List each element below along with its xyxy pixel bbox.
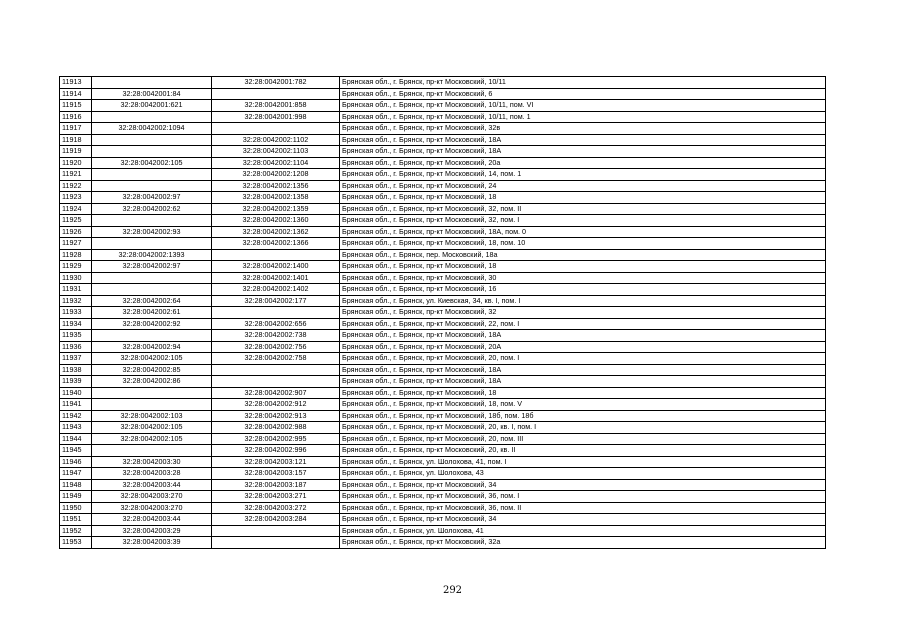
- registry-table: [59, 76, 826, 549]
- address-cell: Брянская обл., г. Брянск, пр-кт Московский, 14, пом. 1: [340, 169, 826, 181]
- object-cadastral-number-cell: 32:28:0042002:907: [212, 387, 340, 399]
- row-number-cell: 11919: [60, 146, 92, 158]
- address-cell: Брянская обл., г. Брянск, ул. Шолохова, 41: [340, 525, 826, 537]
- object-cadastral-number-cell: 32:28:0042002:1104: [212, 157, 340, 169]
- address-cell: Брянская обл., г. Брянск, ул. Киевская, 34, кв. I, пом. I: [340, 295, 826, 307]
- address-cell: Брянская обл., г. Брянск, пр-кт Московский, 18, пом. 10: [340, 238, 826, 250]
- row-number-cell: 11943: [60, 422, 92, 434]
- address-cell: Брянская обл., г. Брянск, пр-кт Московский, 32в: [340, 123, 826, 135]
- row-number-cell: 11932: [60, 295, 92, 307]
- row-number-cell: 11913: [60, 77, 92, 89]
- table-row: [60, 433, 826, 445]
- object-cadastral-number-cell: [212, 249, 340, 261]
- row-number-cell: 11939: [60, 376, 92, 388]
- table-row: [60, 284, 826, 296]
- row-number-cell: 11946: [60, 456, 92, 468]
- table-row: [60, 77, 826, 89]
- cadastral-number-cell: 32:28:0042002:85: [92, 364, 212, 376]
- object-cadastral-number-cell: 32:28:0042002:1359: [212, 203, 340, 215]
- cadastral-number-cell: 32:28:0042003:270: [92, 491, 212, 503]
- table-row: [60, 537, 826, 549]
- address-cell: Брянская обл., г. Брянск, пр-кт Московский, 34: [340, 479, 826, 491]
- object-cadastral-number-cell: 32:28:0042003:284: [212, 514, 340, 526]
- table-row: [60, 479, 826, 491]
- address-cell: Брянская обл., г. Брянск, пр-кт Московский, 10/11, пом. 1: [340, 111, 826, 123]
- address-cell: Брянская обл., г. Брянск, пр-кт Московский, 20, пом. I: [340, 353, 826, 365]
- cadastral-number-cell: 32:28:0042002:103: [92, 410, 212, 422]
- address-cell: Брянская обл., г. Брянск, пер. Московский, 18а: [340, 249, 826, 261]
- address-cell: Брянская обл., г. Брянск, пр-кт Московский, 18А, пом. 0: [340, 226, 826, 238]
- object-cadastral-number-cell: 32:28:0042002:1366: [212, 238, 340, 250]
- row-number-cell: 11950: [60, 502, 92, 514]
- cadastral-number-cell: [92, 169, 212, 181]
- row-number-cell: 11933: [60, 307, 92, 319]
- row-number-cell: 11935: [60, 330, 92, 342]
- row-number-cell: 11922: [60, 180, 92, 192]
- row-number-cell: 11928: [60, 249, 92, 261]
- object-cadastral-number-cell: 32:28:0042002:1360: [212, 215, 340, 227]
- object-cadastral-number-cell: [212, 537, 340, 549]
- row-number-cell: 11949: [60, 491, 92, 503]
- cadastral-number-cell: 32:28:0042002:97: [92, 261, 212, 273]
- row-number-cell: 11931: [60, 284, 92, 296]
- row-number-cell: 11951: [60, 514, 92, 526]
- object-cadastral-number-cell: 32:28:0042003:157: [212, 468, 340, 480]
- address-cell: Брянская обл., г. Брянск, пр-кт Московский, 18А: [340, 376, 826, 388]
- cadastral-number-cell: [92, 134, 212, 146]
- table-row: [60, 180, 826, 192]
- address-cell: Брянская обл., г. Брянск, пр-кт Московский, 10/11, пом. VI: [340, 100, 826, 112]
- cadastral-number-cell: 32:28:0042003:44: [92, 514, 212, 526]
- cadastral-number-cell: [92, 399, 212, 411]
- table-row: [60, 192, 826, 204]
- table-row: [60, 422, 826, 434]
- object-cadastral-number-cell: 32:28:0042002:1103: [212, 146, 340, 158]
- row-number-cell: 11927: [60, 238, 92, 250]
- row-number-cell: 11917: [60, 123, 92, 135]
- row-number-cell: 11921: [60, 169, 92, 181]
- table-row: [60, 134, 826, 146]
- table-row: [60, 318, 826, 330]
- table-row: [60, 146, 826, 158]
- table-row: [60, 100, 826, 112]
- cadastral-number-cell: [92, 180, 212, 192]
- table-row: [60, 261, 826, 273]
- object-cadastral-number-cell: 32:28:0042002:995: [212, 433, 340, 445]
- row-number-cell: 11945: [60, 445, 92, 457]
- cadastral-number-cell: [92, 238, 212, 250]
- row-number-cell: 11942: [60, 410, 92, 422]
- address-cell: Брянская обл., г. Брянск, пр-кт Московский, 20, кв. II: [340, 445, 826, 457]
- table-row: [60, 376, 826, 388]
- object-cadastral-number-cell: 32:28:0042002:1102: [212, 134, 340, 146]
- cadastral-number-cell: 32:28:0042002:61: [92, 307, 212, 319]
- address-cell: Брянская обл., г. Брянск, ул. Шолохова, 41, пом. I: [340, 456, 826, 468]
- row-number-cell: 11948: [60, 479, 92, 491]
- cadastral-number-cell: 32:28:0042003:29: [92, 525, 212, 537]
- cadastral-number-cell: 32:28:0042003:30: [92, 456, 212, 468]
- address-cell: Брянская обл., г. Брянск, пр-кт Московский, 20, кв. I, пом. I: [340, 422, 826, 434]
- address-cell: Брянская обл., г. Брянск, пр-кт Московский, 34: [340, 514, 826, 526]
- cadastral-number-cell: 32:28:0042003:28: [92, 468, 212, 480]
- table-row: [60, 387, 826, 399]
- row-number-cell: 11937: [60, 353, 92, 365]
- object-cadastral-number-cell: 32:28:0042002:177: [212, 295, 340, 307]
- row-number-cell: 11940: [60, 387, 92, 399]
- row-number-cell: 11944: [60, 433, 92, 445]
- row-number-cell: 11916: [60, 111, 92, 123]
- object-cadastral-number-cell: 32:28:0042001:782: [212, 77, 340, 89]
- cadastral-number-cell: 32:28:0042002:105: [92, 433, 212, 445]
- address-cell: Брянская обл., г. Брянск, пр-кт Московский, 20А: [340, 341, 826, 353]
- address-cell: Брянская обл., г. Брянск, пр-кт Московский, 16: [340, 284, 826, 296]
- object-cadastral-number-cell: 32:28:0042002:988: [212, 422, 340, 434]
- cadastral-number-cell: [92, 215, 212, 227]
- table-row: [60, 215, 826, 227]
- object-cadastral-number-cell: 32:28:0042003:187: [212, 479, 340, 491]
- cadastral-number-cell: [92, 330, 212, 342]
- table-row: [60, 353, 826, 365]
- table-row: [60, 238, 826, 250]
- object-cadastral-number-cell: 32:28:0042002:1362: [212, 226, 340, 238]
- cadastral-number-cell: 32:28:0042002:97: [92, 192, 212, 204]
- table-row: [60, 169, 826, 181]
- cadastral-number-cell: 32:28:0042002:105: [92, 157, 212, 169]
- object-cadastral-number-cell: 32:28:0042002:1402: [212, 284, 340, 296]
- object-cadastral-number-cell: [212, 123, 340, 135]
- row-number-cell: 11941: [60, 399, 92, 411]
- object-cadastral-number-cell: 32:28:0042002:756: [212, 341, 340, 353]
- address-cell: Брянская обл., г. Брянск, пр-кт Московский, 18: [340, 192, 826, 204]
- object-cadastral-number-cell: 32:28:0042002:1358: [212, 192, 340, 204]
- object-cadastral-number-cell: [212, 376, 340, 388]
- cadastral-number-cell: 32:28:0042002:105: [92, 353, 212, 365]
- object-cadastral-number-cell: 32:28:0042002:1400: [212, 261, 340, 273]
- row-number-cell: 11923: [60, 192, 92, 204]
- address-cell: Брянская обл., г. Брянск, пр-кт Московский, 20а: [340, 157, 826, 169]
- object-cadastral-number-cell: 32:28:0042002:1356: [212, 180, 340, 192]
- cadastral-number-cell: 32:28:0042001:84: [92, 88, 212, 100]
- table-row: [60, 341, 826, 353]
- cadastral-number-cell: 32:28:0042001:621: [92, 100, 212, 112]
- table-row: [60, 88, 826, 100]
- object-cadastral-number-cell: 32:28:0042003:271: [212, 491, 340, 503]
- object-cadastral-number-cell: 32:28:0042002:1208: [212, 169, 340, 181]
- table-row: [60, 307, 826, 319]
- row-number-cell: 11929: [60, 261, 92, 273]
- object-cadastral-number-cell: 32:28:0042002:912: [212, 399, 340, 411]
- registry-table-body: [60, 77, 826, 549]
- address-cell: Брянская обл., г. Брянск, пр-кт Московский, 10/11: [340, 77, 826, 89]
- row-number-cell: 11947: [60, 468, 92, 480]
- table-row: [60, 272, 826, 284]
- cadastral-number-cell: 32:28:0042003:39: [92, 537, 212, 549]
- row-number-cell: 11918: [60, 134, 92, 146]
- object-cadastral-number-cell: 32:28:0042002:738: [212, 330, 340, 342]
- row-number-cell: 11953: [60, 537, 92, 549]
- cadastral-number-cell: 32:28:0042002:92: [92, 318, 212, 330]
- cadastral-number-cell: 32:28:0042002:64: [92, 295, 212, 307]
- address-cell: Брянская обл., г. Брянск, пр-кт Московский, 24: [340, 180, 826, 192]
- address-cell: Брянская обл., г. Брянск, пр-кт Московский, 18А: [340, 146, 826, 158]
- address-cell: Брянская обл., г. Брянск, пр-кт Московский, 18А: [340, 134, 826, 146]
- cadastral-number-cell: [92, 272, 212, 284]
- cadastral-number-cell: 32:28:0042002:86: [92, 376, 212, 388]
- address-cell: Брянская обл., г. Брянск, пр-кт Московский, 22, пом. I: [340, 318, 826, 330]
- table-row: [60, 226, 826, 238]
- object-cadastral-number-cell: 32:28:0042002:656: [212, 318, 340, 330]
- table-row: [60, 399, 826, 411]
- table-row: [60, 468, 826, 480]
- cadastral-number-cell: 32:28:0042003:270: [92, 502, 212, 514]
- cadastral-number-cell: 32:28:0042002:94: [92, 341, 212, 353]
- address-cell: Брянская обл., г. Брянск, пр-кт Московский, 18б, пом. 18б: [340, 410, 826, 422]
- cadastral-number-cell: [92, 284, 212, 296]
- cadastral-number-cell: 32:28:0042002:1393: [92, 249, 212, 261]
- table-row: [60, 514, 826, 526]
- row-number-cell: 11930: [60, 272, 92, 284]
- cadastral-number-cell: [92, 77, 212, 89]
- cadastral-number-cell: [92, 445, 212, 457]
- object-cadastral-number-cell: 32:28:0042002:996: [212, 445, 340, 457]
- address-cell: Брянская обл., г. Брянск, ул. Шолохова, 43: [340, 468, 826, 480]
- table-row: [60, 249, 826, 261]
- object-cadastral-number-cell: 32:28:0042002:758: [212, 353, 340, 365]
- row-number-cell: 11925: [60, 215, 92, 227]
- address-cell: Брянская обл., г. Брянск, пр-кт Московский, 30: [340, 272, 826, 284]
- address-cell: Брянская обл., г. Брянск, пр-кт Московский, 32: [340, 307, 826, 319]
- row-number-cell: 11914: [60, 88, 92, 100]
- address-cell: Брянская обл., г. Брянск, пр-кт Московский, 36, пом. I: [340, 491, 826, 503]
- address-cell: Брянская обл., г. Брянск, пр-кт Московский, 18: [340, 387, 826, 399]
- page-number: 292: [442, 585, 463, 596]
- address-cell: Брянская обл., г. Брянск, пр-кт Московский, 20, пом. III: [340, 433, 826, 445]
- address-cell: Брянская обл., г. Брянск, пр-кт Московский, 18А: [340, 330, 826, 342]
- table-row: [60, 364, 826, 376]
- row-number-cell: 11938: [60, 364, 92, 376]
- row-number-cell: 11952: [60, 525, 92, 537]
- object-cadastral-number-cell: 32:28:0042001:858: [212, 100, 340, 112]
- cadastral-number-cell: 32:28:0042003:44: [92, 479, 212, 491]
- row-number-cell: 11934: [60, 318, 92, 330]
- cadastral-number-cell: 32:28:0042002:1094: [92, 123, 212, 135]
- cadastral-number-cell: [92, 387, 212, 399]
- row-number-cell: 11926: [60, 226, 92, 238]
- cadastral-number-cell: [92, 146, 212, 158]
- table-row: [60, 456, 826, 468]
- address-cell: Брянская обл., г. Брянск, пр-кт Московский, 18: [340, 261, 826, 273]
- object-cadastral-number-cell: [212, 88, 340, 100]
- table-row: [60, 295, 826, 307]
- cadastral-number-cell: 32:28:0042002:105: [92, 422, 212, 434]
- table-row: [60, 330, 826, 342]
- address-cell: Брянская обл., г. Брянск, пр-кт Московский, 6: [340, 88, 826, 100]
- table-row: [60, 203, 826, 215]
- table-row: [60, 123, 826, 135]
- address-cell: Брянская обл., г. Брянск, пр-кт Московский, 18А: [340, 364, 826, 376]
- object-cadastral-number-cell: [212, 525, 340, 537]
- address-cell: Брянская обл., г. Брянск, пр-кт Московский, 32, пом. I: [340, 215, 826, 227]
- object-cadastral-number-cell: 32:28:0042002:913: [212, 410, 340, 422]
- object-cadastral-number-cell: 32:28:0042002:1401: [212, 272, 340, 284]
- row-number-cell: 11924: [60, 203, 92, 215]
- address-cell: Брянская обл., г. Брянск, пр-кт Московский, 36, пом. II: [340, 502, 826, 514]
- object-cadastral-number-cell: 32:28:0042003:272: [212, 502, 340, 514]
- cadastral-number-cell: [92, 111, 212, 123]
- object-cadastral-number-cell: 32:28:0042003:121: [212, 456, 340, 468]
- address-cell: Брянская обл., г. Брянск, пр-кт Московский, 32а: [340, 537, 826, 549]
- table-row: [60, 502, 826, 514]
- table-row: [60, 445, 826, 457]
- table-row: [60, 491, 826, 503]
- table-row: [60, 111, 826, 123]
- cadastral-number-cell: 32:28:0042002:62: [92, 203, 212, 215]
- table-row: [60, 410, 826, 422]
- cadastral-number-cell: 32:28:0042002:93: [92, 226, 212, 238]
- row-number-cell: 11920: [60, 157, 92, 169]
- address-cell: Брянская обл., г. Брянск, пр-кт Московский, 18, пом. V: [340, 399, 826, 411]
- object-cadastral-number-cell: [212, 364, 340, 376]
- address-cell: Брянская обл., г. Брянск, пр-кт Московский, 32, пом. II: [340, 203, 826, 215]
- table-row: [60, 525, 826, 537]
- row-number-cell: 11936: [60, 341, 92, 353]
- object-cadastral-number-cell: [212, 307, 340, 319]
- table-row: [60, 157, 826, 169]
- object-cadastral-number-cell: 32:28:0042001:998: [212, 111, 340, 123]
- row-number-cell: 11915: [60, 100, 92, 112]
